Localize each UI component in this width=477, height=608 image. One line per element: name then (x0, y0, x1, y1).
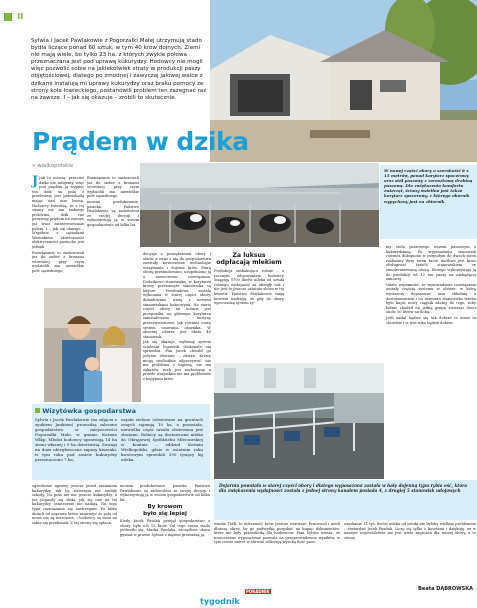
caption-bottom-text: Dojarnia powstała w starej części obory i dlatego wyposażona została w halę dojenną typu rybia ość, która dla zwiększenia wydajności została z jednej strony kanałem posiada 4, z drugiej 5 stanowisk udojowych (219, 483, 468, 494)
bottom-column-3 (214, 522, 340, 546)
farm-card-text-cont: uzyski zielone (obsiewane na gruntach ornych zajmują 10 ha, a pozostała, niewielka część areału obsiewana jest zbożami. Rolnicy są dostawcami mleka do Okręgowej Spółdzielni Mleczarskiej w Koninie – oddział Koźmin Wielkopolski, gdzie w ostatnim roku kwotowym sprzedali 350 tysięcy kg mleka. (121, 417, 203, 462)
author-byline: Beata DĄBROWSKA (418, 586, 473, 592)
body-column-1 (32, 176, 84, 274)
bottom-column-2 (120, 484, 210, 539)
body-column-2 (87, 176, 139, 229)
col2-text: Rozwiązanie to zastosowali już do siebie z bronami wcześniej, przy czym wydzielili mu niewielkie pole sąsiedniego, (87, 176, 139, 199)
green-square-icon (4, 13, 12, 21)
bottom-col4-text: uzyskanie 11 tys. litrów mleka od sztuki nie byłoby wielkim problemem – stwierdził Jacek Pawlak. Liczę się tylko z kosztami i dziękuję, że w naszym województwie nie jest wiele zagrożeń dla naszej obory, a to cieszy. (344, 522, 476, 540)
luxury-box (214, 252, 284, 362)
bottom-col3-text: wienie TMR, to mleczność krów jeszcze wzrośnie. Pracowali i mieli dłuższą okres, by go podwyżkę pozyskać na kupno dokumentów, które nie były przeszkodą dla hodowców. Pani Sylwia uważa, że nowoczesne wyposażenie pozwala na przeprowadzenie wyników, w tym czasie nawet w okresie odliczają wysoką ilość pasz. (214, 522, 340, 545)
region-tag (32, 163, 73, 169)
barn-exterior-photo (210, 0, 477, 162)
luxury-box-title: Za luksus odpłacają mlekiem (216, 252, 282, 266)
drop-cap-paragraph (32, 176, 84, 250)
farm-card-box (32, 404, 210, 480)
caption-box-top (380, 165, 477, 239)
col1-para: Rozwiązanie to zastosowali już do siebie z bronami wcześniej, przy czym wydzielili mu niewielkie pole sąsiedniego, (32, 250, 84, 273)
region-label: wielkopolskie (37, 163, 74, 169)
page-number: II (17, 12, 24, 21)
bottom-col2b-text: Kiedy Jacek Pawlak przejął gospodarstwo z obory, było ich 15 krów. Od tego czasu stado podwoiło się. Marka Pawlaka, szczęśliwa obora pyszna w prawie Sylwia z mężem prowadzą ją. (120, 519, 210, 537)
cow-subhead: By krowom było się lepiej (143, 504, 187, 517)
headline: Prądem w dzika (32, 127, 249, 156)
lead-paragraph: Sylwia i Jacek Pawlakowie z Pogorzałki Małej utrzymują stado bydła liczące ponad 60 sztuk, w tym 40 krów dojnych. Ziemi nie mają wiele, bo tylko 23 ha, z których zwykle połowa przeznaczana jest pod uprawę kukurydzy. Hodowcy nie mogli więc pozwolić sobie na jakiekolwiek straty w produkcji paszy objętościowej, dlatego po zmodnej i zawyczaj jałowej walce z dzikami instalują mi uprawy kukurydzy oraz braku pomocy ze strony koła łowieckiego, postanowili problem ten zażegnać raz na zawsze. I – jak się okazuje – zrobili to skutecznie. (31, 38, 207, 101)
mid-text-2: Jak się okazuje, wybrany system ścielenia legowisk doskonale się sprawdza. Pan Jacek chwalił go jedynie słowami – ekstra. Krowy mogą swobodnie odpoczywać, nie ma problemu z higieną, nie ma zakazów, ruch jest zachowany, a przede wszystkim nie ma problemów z kopytami krów. (143, 340, 211, 382)
green-square-icon (35, 408, 40, 413)
caption-top-text: W nowej części obory o szerokości 8 x 15 metrów, ponad korytarz spacerowy oraz stół paszowy z zaroszkową drabiną paszową. Dla zwiększenia komfortu zwierząt, ściany świetlne jest także korytarz spacerowy, z którego obornik wypychany jest na zbiornik (384, 168, 473, 204)
footer-badge: PORADNIK (245, 589, 270, 594)
drop-cap: J (32, 174, 39, 189)
body-column-right (386, 245, 476, 326)
farm-card-title-text: Wizytówka gospodarstwa (42, 407, 136, 415)
bottom-col2-text: mosina produkowane, pasieka. Państwo Pawlakowie są zadowoleni ze swojej decyzji i wykorzystują ją w swoim gospodarstwie od kilku lat. (120, 484, 210, 502)
col2-text-b: mosina produkowane, pasieka. Państwo Pawlakowie są zadowoleni ze swojej decyzji i wykorzystują ją w swoim gospodarstwie od kilku lat. (87, 199, 139, 227)
chevron-icon: » (32, 163, 36, 169)
mid-text-1: decyzja o powiększeniu obory i stada, a wraz z nią do gospodarstwa zawitały nowoczesne technologie utrzymania i dojenia krów. Starą oborę przebudowano, uzupełniono ją o nowoczesne rozwiązania. Dodatkowe stanowiska, w korytarze krowy przesunięte stanowiska są lżejsze. Przebudowa została wykonana w starej części obory, dobudowano wiatę z nowymi stanowiskami boksowymi. Na starej części obory na ścianie jest przepustka, na głównym korytarzu zainstalowano kurtyny przeciwwiatrowe, jak również nowy system usuwania obornika. W obecnej oborze jest około 40 stanowisk. (143, 252, 211, 339)
farm-card-title (35, 407, 207, 415)
family-photo (44, 288, 141, 402)
right-text-3: Jeśli nadal będzie się tak dobrze to może ta chorobie i w tym roku będzie dobrze. (386, 315, 476, 325)
milking-parlor-photo (214, 363, 384, 479)
luxury-box-text: Produkcja zaskakująco rośnie – z rocznym udojowaniem hodowcy osiągają 9700 litrów mleka od sztuki rośnego wydajność za ubiegły rok i nie jest to jeszcze ostatnie słowo w tej kwestii. Państwo Pawlakowie mają bowiem nadzieję, że gdy do obory wprowadzą system ży- (214, 269, 284, 306)
footer-brand (200, 589, 271, 608)
caption-box-bottom (214, 480, 477, 520)
farm-card-text: Sylwia i Jacek Pawlakowie (na zdjęciu z synkiem Jankiem) prowadzą mleczne gospodarstwo w miejscowości Pogorzałki Małe, w gminie Koźmin Wlkp. Młodzi hodowcy uprawiają 14 ha ziemi własnej i 9 ha dzierżawią. Zuwagi na duże ubiegłoroczne zapasy kiszonki, w tym roku pod zasiew kukurydzy przeznaczono 7 ha, (35, 417, 117, 462)
col1-text: Jak to mówią: przecież dzika nie zabijemy, więc pod prądem ją wypuść ten dzik na pola z przelewem jest przeszkodą mając nad nim bronę. Hodowcy twierdzą, że z tej strony nie ma żadnego problemu, dzik raz porażony prądem na zawsze już traci zainteresowanie polem. I – jak się okazuje – Wspólnie z sąsiadami Warunkiem skuteczności elektryczności pastucha jest jednak (32, 176, 84, 249)
page-number-block (4, 6, 23, 25)
right-text-2: Warto wspomnieć, że wprowadzone rozwiązania zostały częścią systemu w oborze, w którą wystarczy dopasować tam chłodnię z dostosowaniem i do rozmiaru stanowiska trzeba było kupić nowy ciągnik zdatny do tego, żeby ładnie chodził na jedną grupę zwierząt ilości około 50 litrów na dobę. (386, 282, 476, 315)
cows-in-barn-photo (140, 163, 379, 247)
bottom-col1-text: ogrodzenie uprawy jeszcze przed zasianiem kukurydzy, tak by zwierzęta nie zrobiły szkody. Na pola nie ma jeszcze kukurydzy, a już pojawiły się dziki, jak się one na tej kukurydzy ostatecznie nie nadają. Na tego typu rozwiązanie się zastrzegam. Po kilku dniach od naprawy łatwo zauważyć że pola od nowa nie są niszczone, i hodowcy są sami na sobie się przekonali. Z tej strony się opłaca. (32, 484, 117, 525)
footer-brand-text: tygodnik (200, 597, 240, 606)
bottom-column-4 (344, 522, 476, 541)
body-column-middle (143, 252, 211, 383)
bottom-column-1 (32, 484, 117, 526)
right-text-1: my stołu paszowego wozem paszowym z kukurydzianą. Po wyposażeniu stanowisk również dokupiono w przyszłym do dwóch stron rozłożony duży teren krów, możliwe jest krów obsługiwać trzech stanowiskiem ze zmodernizowaną oborą. Dlatego wykorzystują ją do produkcji od 12 ton paszy na niebędącej zimowej. (386, 245, 476, 282)
